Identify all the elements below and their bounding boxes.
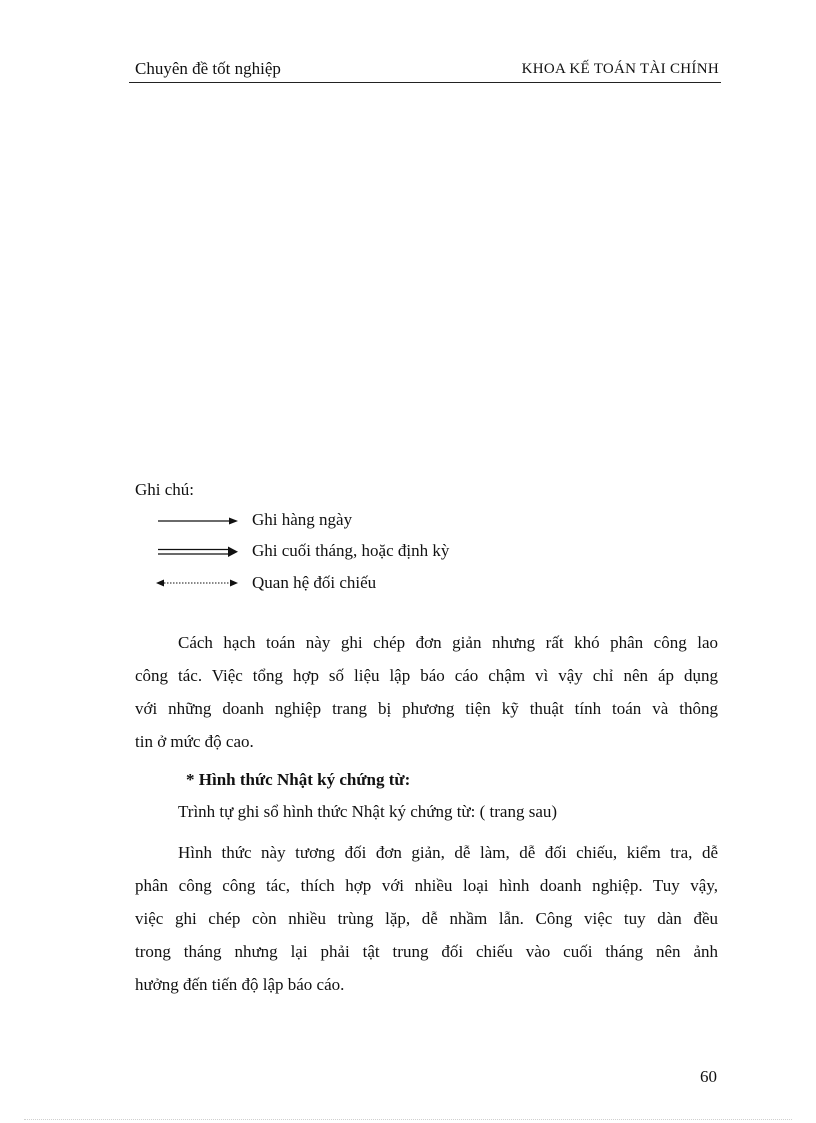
paragraph-line: Hình thức này tương đối đơn giản, dễ làm, dễ đối chiếu, kiểm tra, dễ <box>178 843 718 862</box>
legend-item-periodic <box>156 541 516 563</box>
paragraph-line: Cách hạch toán này ghi chép đơn giản nhưng rất khó phân công lao <box>178 633 718 652</box>
dotted-double-headed-arrow-icon <box>156 573 240 595</box>
legend-item-daily <box>156 510 516 532</box>
page-header <box>129 58 721 83</box>
paragraph-line: tin ở mức độ cao. <box>135 732 254 751</box>
paragraph-line: công tác. Việc tổng hợp số liệu lập báo cáo chậm vì vậy chỉ nên áp dụng <box>135 666 718 685</box>
legend-label-periodic: Ghi cuối tháng, hoặc định kỳ <box>252 541 450 560</box>
section-sequence-text: Trình tự ghi sổ hình thức Nhật ký chứng từ: ( trang sau) <box>178 802 558 821</box>
legend-label-reconciliation: Quan hệ đối chiếu <box>252 573 377 592</box>
legend-label-daily: Ghi hàng ngày <box>252 510 353 529</box>
legend-title: Ghi chú: <box>135 480 195 499</box>
page-number: 60 <box>700 1067 717 1086</box>
header-department: KHOA KẾ TOÁN TÀI CHÍNH <box>521 61 719 77</box>
paragraph-journal-form <box>135 836 718 1001</box>
paragraph-line: với những doanh nghiệp trang bị phương tiện kỹ thuật tính toán và thông <box>135 699 718 718</box>
paragraph-line: phân công công tác, thích hợp với nhiều loại hình doanh nghiệp. Tuy vậy, <box>135 876 718 895</box>
paragraph-line: việc ghi chép còn nhiều trùng lặp, dễ nhầm lẫn. Công việc tuy dàn đều <box>135 909 718 928</box>
paragraph-line: trong tháng nhưng lại phải tật trung đối chiếu vào cuối tháng nên ảnh <box>135 942 718 961</box>
paragraph-line: hưởng đến tiến độ lập báo cáo. <box>135 975 345 994</box>
header-document-title: Chuyên đề tốt nghiệp <box>135 59 281 78</box>
paragraph-accounting-method <box>135 626 718 758</box>
single-arrow-icon <box>156 510 240 532</box>
legend-item-reconciliation <box>156 573 516 595</box>
double-arrow-icon <box>156 541 240 563</box>
section-heading: * Hình thức Nhật ký chứng từ: <box>186 770 411 789</box>
footer-divider <box>24 1119 792 1120</box>
